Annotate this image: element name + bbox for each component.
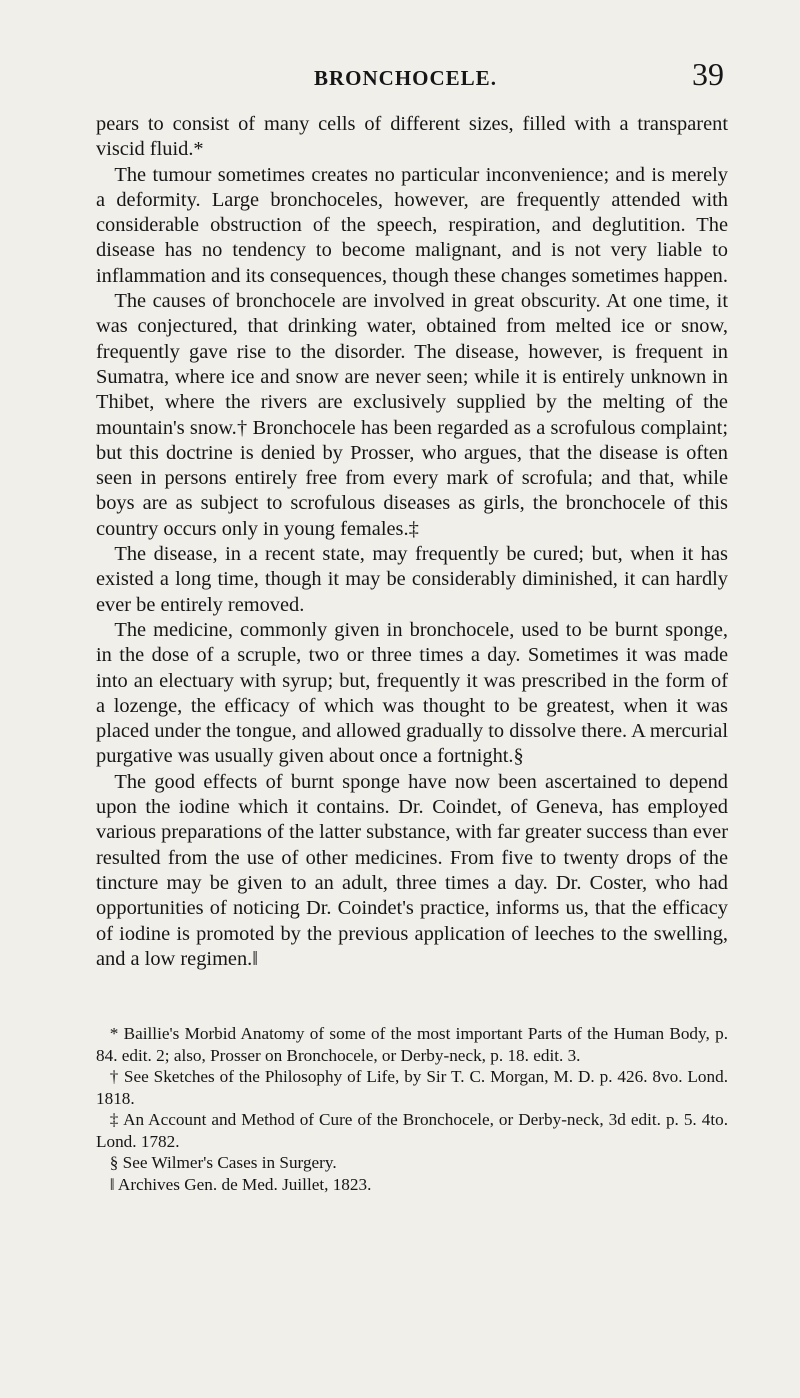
- paragraph-1: pears to consist of many cells of different sizes, filled with a transparent viscid fluid.*: [96, 113, 728, 161]
- page-number: 39: [692, 56, 724, 92]
- paragraph-4: The disease, in a recent state, may frequently be cured; but, when it has existed a long time, though it may be considerably diminished, it can hardly ever be entirely removed.: [96, 543, 728, 616]
- body-text: [96, 112, 728, 972]
- running-header: [96, 56, 728, 100]
- running-title: BRONCHOCELE.: [314, 66, 497, 90]
- footnotes: [96, 1023, 728, 1195]
- footnote-asterisk: * Baillie's Morbid Anatomy of some of the most important Parts of the Human Body, p. 84. edit. 2; also, Prosser on Bronchocele, or Derby-neck, p. 18. edit. 3.: [96, 1024, 728, 1065]
- footnote-parallel: ‖ Archives Gen. de Med. Juillet, 1823.: [109, 1174, 372, 1194]
- footnote-section: § See Wilmer's Cases in Surgery.: [109, 1153, 337, 1172]
- footnote-double-dagger: ‡ An Account and Method of Cure of the Bronchocele, or Derby-neck, 3d edit. p. 5. 4to. Lond. 1782.: [96, 1110, 728, 1151]
- paragraph-6: The good effects of burnt sponge have now been ascertained to depend upon the iodine which it contains. Dr. Coindet, of Geneva, has employed various preparations of the latter substance, with far greater success than ever resulted from the use of other medicines. From five to twenty drops of the tincture may be given to an adult, three times a day. Dr. Coster, who had opportunities of noticing Dr. Coindet's practice, informs us, that the efficacy of iodine is promoted by the previous application of leeches to the swelling, and a low regimen.‖: [96, 770, 728, 970]
- paragraph-3: The causes of bronchocele are involved in great obscurity. At one time, it was conjectured, that drinking water, obtained from melted ice or snow, frequently gave rise to the disorder. The disease, however, is frequent in Sumatra, where ice and snow are never seen; while it is entirely unknown in Thibet, where the rivers are exclusively supplied by the melting of the mountain's snow.† Bronchocele has been regarded as a scrofulous complaint; but this doctrine is denied by Prosser, who argues, that the disease is often seen in persons entirely free from every mark of scrofula; and that, while boys are as subject to scrofulous diseases as girls, the bronchocele of this country occurs only in young females.‡: [96, 290, 728, 540]
- paragraph-5: The medicine, commonly given in bronchocele, used to be burnt sponge, in the dose of a scruple, two or three times a day. Sometimes it was made into an electuary with syrup; but, frequently it was prescribed in the form of a lozenge, the efficacy of which was thought to be greatest, when it was placed under the tongue, and allowed gradually to dissolve there. A mercurial purgative was usually given about once a fortnight.§: [96, 618, 728, 768]
- footnote-dagger: † See Sketches of the Philosophy of Life, by Sir T. C. Morgan, M. D. p. 426. 8vo. Lond. 1818.: [96, 1067, 728, 1108]
- paragraph-2: The tumour sometimes creates no particular inconvenience; and is merely a deformity. Large bronchoceles, however, are frequently attended with considerable obstruction of the speech, respiration, and deglutition. The disease has no tendency to become malignant, and is not very liable to inflammation and its consequences, though these changes sometimes happen.: [96, 163, 728, 287]
